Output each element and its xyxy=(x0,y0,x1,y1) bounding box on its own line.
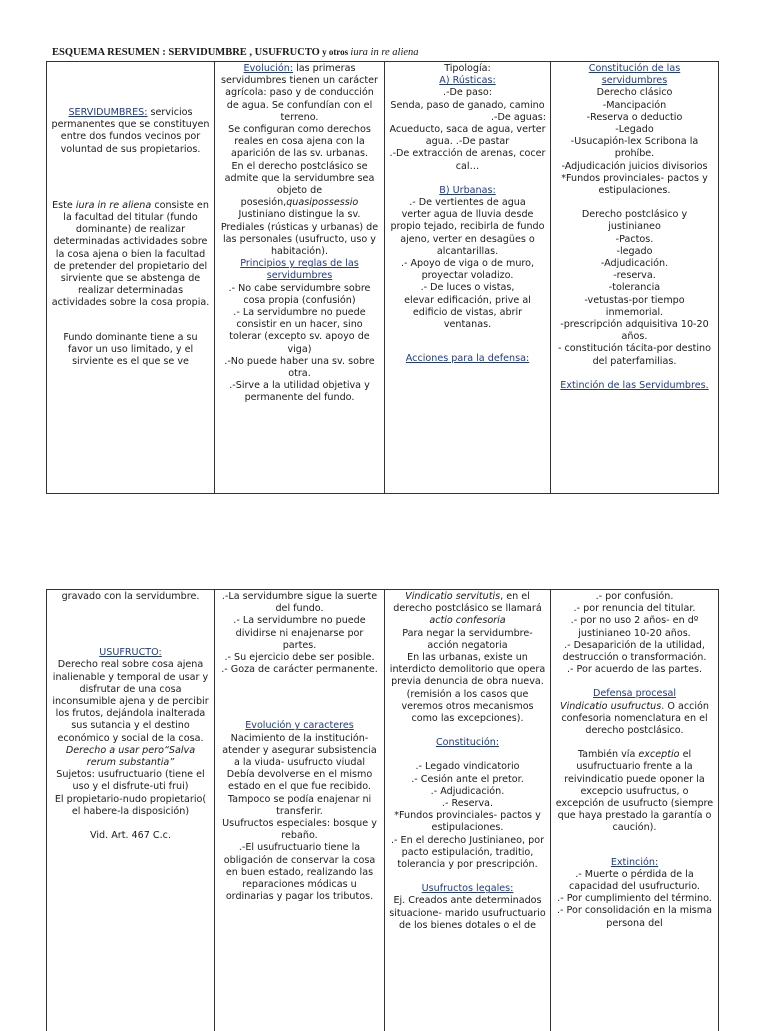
text-run: . O acción confesoria nomenclatura en el derecho postclásico. xyxy=(561,701,709,736)
text-block xyxy=(389,786,546,798)
text-run: .- Apoyo de viga o de muro, proyectar voladizo. xyxy=(401,258,534,281)
text-block xyxy=(51,830,210,842)
text-run: Derecho real sobre cosa ajena inalienable y temporal de usar y disfrutar de una cosa inconsumible ajena y de percibir los frutos, dejándola inalterada sus sutancia y el destino económico y social de la cosa. xyxy=(52,659,208,743)
spacer xyxy=(389,331,546,353)
spacer xyxy=(219,676,380,720)
text-run: .- Muerte o pérdida de la capacidad del usufructurio. xyxy=(569,869,700,892)
text-run: .-La servidumbre sigue la suerte del fundo. xyxy=(222,591,377,614)
text-run: El propietario-nudo propietario( el habere-la disposición) xyxy=(55,794,206,817)
text-run: .- por renuncia del titular. xyxy=(574,603,696,614)
text-run: Ej. Creados ante determinados situacione- marido usufructuario de los bienes dotales o el de xyxy=(389,895,546,930)
text-block xyxy=(555,258,714,270)
text-block xyxy=(389,737,546,749)
latin-term: iura in re aliena xyxy=(76,200,151,211)
text-run: -vetustas-por tiempo inmemorial. xyxy=(584,295,684,318)
text-block xyxy=(389,124,546,148)
text-block xyxy=(555,295,714,319)
text-block xyxy=(389,148,546,172)
section-heading: USUFRUCTO: xyxy=(99,647,162,658)
text-block xyxy=(389,798,546,810)
text-block xyxy=(219,283,380,307)
text-run: consiste en la facultad del titular (fundo dominante) de realizar determinadas actividades sobre la cosa ajena o bien la facultad de pretender del propietario del sirviente que se abstenga de realizar determinadas actividades sobre la cosa propia. xyxy=(52,200,210,309)
text-block xyxy=(555,161,714,173)
text-run: .- De luces o vistas, xyxy=(421,282,515,293)
spacer xyxy=(51,310,210,332)
section-heading: Evolución y caracteres xyxy=(245,720,354,731)
text-block xyxy=(389,353,546,365)
text-block xyxy=(219,733,380,770)
text-run: .- Por acuerdo de las partes. xyxy=(567,664,702,675)
text-block xyxy=(555,380,714,392)
text-block xyxy=(555,124,714,136)
text-run: .- Por cumplimiento del término. xyxy=(557,893,712,904)
text-block xyxy=(219,161,380,210)
text-run: .- Legado vindicatorio xyxy=(415,761,519,772)
text-run: Sujetos: usufructuario (tiene el uso y el disfrute-uti frui) xyxy=(56,769,204,792)
text-block xyxy=(219,720,380,732)
text-run: .- por no uso 2 años- en dº justinianeo 10-20 años. xyxy=(571,615,699,638)
text-block xyxy=(51,745,210,769)
spacer xyxy=(555,676,714,688)
latin-term: actio confesoria xyxy=(429,615,505,626)
cell-tipologia xyxy=(385,62,551,494)
text-run: las primeras servidumbres tienen un carácter agrícola: paso y de conducción de agua. Se confundían con el terreno. xyxy=(221,63,378,123)
text-block xyxy=(51,794,210,818)
text-run: -Usucapión-lex Scribona la prohíbe. xyxy=(571,136,699,159)
text-block xyxy=(51,332,210,369)
text-run: .- La servidumbre no puede dividirse ni enajenarse por partes. xyxy=(233,615,365,650)
title-main: ESQUEMA RESUMEN : SERVIDUMBRE , USUFRUCTO xyxy=(52,47,320,58)
text-run: Tipología: xyxy=(444,63,491,74)
text-run: -legado xyxy=(617,246,653,257)
text-run: .-Sirve a la utilidad objetiva y permanente del fundo. xyxy=(229,380,370,403)
text-run: .- por confusión. xyxy=(596,591,674,602)
text-block xyxy=(219,63,380,124)
title-italic: iura in re aliena xyxy=(350,47,418,58)
text-block xyxy=(389,835,546,872)
text-block xyxy=(555,100,714,112)
text-run: Acueducto, saca de agua, verter agua. .-De pastar xyxy=(389,124,545,147)
text-block xyxy=(555,905,714,929)
text-run: -Mancipación xyxy=(603,100,667,111)
text-block xyxy=(51,591,210,603)
text-run: .- Goza de carácter permanente. xyxy=(221,664,378,675)
section-heading: SERVIDUMBRES: xyxy=(68,107,147,118)
text-run: .- Su ejercicio debe ser posible. xyxy=(224,652,374,663)
text-run: -tolerancia xyxy=(609,282,660,293)
section-heading: Constitución: xyxy=(436,737,499,748)
text-block xyxy=(389,112,546,124)
text-block xyxy=(555,591,714,603)
text-run: .- En el derecho Justinianeo, por pacto estipulación, traditio, tolerancia y por prescripción. xyxy=(391,835,544,870)
text-run: -Adjudicación juicios divisorios xyxy=(561,161,707,172)
text-block xyxy=(51,769,210,793)
text-block xyxy=(555,857,714,869)
text-run: Derecho clásico xyxy=(597,87,673,98)
text-run: .-De paso: xyxy=(443,87,492,98)
latin-term: Vindicatio usufructus xyxy=(560,701,661,712)
document-title xyxy=(52,47,419,58)
text-block xyxy=(555,893,714,905)
text-run: .- Cesión ante el pretor. xyxy=(411,774,524,785)
text-block xyxy=(389,761,546,773)
section-heading: Extinción de las Servidumbres. xyxy=(560,380,708,391)
spacer xyxy=(389,749,546,761)
text-run: Este xyxy=(52,200,76,211)
text-run: Justiniano distingue la sv. Prediales (rústicas y urbanas) de las personales (usufructo, uso y habitación). xyxy=(221,209,378,257)
text-run: gravado con la servidumbre. xyxy=(62,591,200,602)
text-run: *Fundos provinciales- pactos y estipulaciones. xyxy=(394,810,541,833)
text-run: -Pactos. xyxy=(616,234,654,245)
text-block xyxy=(555,246,714,258)
text-block xyxy=(555,173,714,197)
section-heading: B) Urbanas: xyxy=(439,185,496,196)
latin-term: Vindicatio servitutis xyxy=(405,591,500,602)
text-run: Derecho postclásico y justinianeo xyxy=(582,209,687,232)
text-run: , en el derecho postclásico se llamará xyxy=(393,591,542,614)
text-run: .- Por consolidación en la misma persona del xyxy=(557,905,712,928)
section-heading: Principios y reglas de las servidumbres xyxy=(240,258,359,281)
latin-term: exceptio xyxy=(638,749,679,760)
text-run: -Legado xyxy=(615,124,653,135)
latin-term: Derecho a usar pero“Salva rerum substantia” xyxy=(66,745,195,768)
section-heading: Acciones para la defensa: xyxy=(406,353,529,364)
spacer xyxy=(51,63,210,107)
text-block xyxy=(389,652,546,725)
text-block xyxy=(389,282,546,294)
text-block xyxy=(555,749,714,834)
text-run: .- La servidumbre no puede consistir en un hacer, sino tolerar (excepto sv. apoyo de viga) xyxy=(229,307,369,355)
text-run: Para negar la servidumbre- acción negatoria xyxy=(402,628,533,651)
text-run: .-De extracción de arenas, cocer cal… xyxy=(390,148,546,171)
text-block xyxy=(555,319,714,343)
text-run: - constitución tácita-por destino del paterfamilias. xyxy=(558,343,711,366)
text-run: .- Reserva. xyxy=(442,798,493,809)
text-run: En el derecho postclásico se admite que la servidumbre sea objeto de posesión, xyxy=(225,161,375,209)
text-block xyxy=(555,112,714,124)
summary-table-page-1 xyxy=(46,61,719,494)
text-block xyxy=(389,295,546,332)
text-block xyxy=(555,603,714,615)
text-block xyxy=(51,659,210,744)
spacer xyxy=(51,818,210,830)
section-heading: Defensa procesal xyxy=(593,688,676,699)
text-run: -reserva. xyxy=(613,270,656,281)
section-heading: A) Rústicas: xyxy=(439,75,495,86)
section-heading: Constitución de las servidumbres xyxy=(589,63,680,86)
text-block xyxy=(555,640,714,664)
text-block xyxy=(555,63,714,87)
text-run: También vía xyxy=(578,749,639,760)
text-run: verter agua de lluvia desde propio tejado, recibirla de fundo ajeno, verter en desagües o alcantarillas. xyxy=(390,209,544,257)
text-block xyxy=(555,615,714,639)
text-run: Se configuran como derechos reales en cosa ajena con la aparición de las sv. urbanas. xyxy=(228,124,371,159)
cell-evolucion-principios xyxy=(215,62,385,494)
text-block xyxy=(51,200,210,310)
text-block xyxy=(219,591,380,615)
text-run: -Reserva o deductio xyxy=(587,112,683,123)
text-block xyxy=(555,209,714,233)
text-block xyxy=(219,615,380,652)
text-block xyxy=(555,664,714,676)
cell-evolucion-caracteres xyxy=(215,590,385,1031)
text-block xyxy=(219,794,380,818)
text-run: .- Adjudicación. xyxy=(431,786,505,797)
text-run: *Fundos provinciales- pactos y estipulaciones. xyxy=(561,173,708,196)
text-block xyxy=(555,270,714,282)
text-block xyxy=(219,307,380,356)
text-block xyxy=(555,701,714,738)
text-block xyxy=(389,895,546,932)
text-run: .- De vertientes de agua xyxy=(409,197,526,208)
text-block xyxy=(219,842,380,903)
text-block xyxy=(51,107,210,156)
summary-table-page-2 xyxy=(46,589,719,1031)
spacer xyxy=(389,173,546,185)
text-block xyxy=(219,356,380,380)
spacer xyxy=(51,156,210,200)
text-run: -prescripción adquisitiva 10-20 años. xyxy=(560,319,708,342)
text-run: el usufructuario frente a la reivindicatio puede oponer la excepcio usufructus, o excepción de usufructo (siempre que haya prestado la garantía o caución). xyxy=(556,749,713,833)
text-run: elevar edificación, prive al edificio de vistas, abrir ventanas. xyxy=(404,295,531,330)
spacer xyxy=(389,725,546,737)
text-block xyxy=(555,869,714,893)
text-block xyxy=(51,647,210,659)
text-block xyxy=(555,343,714,367)
text-block xyxy=(555,87,714,99)
text-run: .-El usufructuario tiene la obligación de conservar la cosa en buen estado, realizando las reparaciones módicas u ordinarias y pagar los tributos. xyxy=(224,842,375,902)
text-block xyxy=(389,628,546,652)
spacer xyxy=(389,871,546,883)
text-block xyxy=(389,100,546,112)
text-block xyxy=(219,769,380,793)
text-run: Vid. Art. 467 C.c. xyxy=(90,830,171,841)
text-block xyxy=(389,883,546,895)
text-run: .-De aguas: xyxy=(491,112,546,123)
section-heading: Extinción: xyxy=(611,857,658,868)
text-block xyxy=(389,185,546,197)
text-block xyxy=(389,75,546,87)
text-block xyxy=(219,209,380,258)
spacer xyxy=(51,603,210,647)
text-block xyxy=(219,258,380,282)
text-run: Nacimiento de la institución- atender y asegurar subsistencia a la viuda- usufructo viudal xyxy=(222,733,377,768)
text-block xyxy=(389,258,546,282)
spacer xyxy=(555,835,714,857)
text-run: Debía devolverse en el mismo estado en el que fue recibido. xyxy=(227,769,373,792)
text-block xyxy=(219,664,380,676)
text-block xyxy=(389,63,546,75)
text-run: Usufructos especiales: bosque y rebaño. xyxy=(222,818,377,841)
text-block xyxy=(389,591,546,628)
cell-servidumbres-definition xyxy=(47,62,215,494)
text-block xyxy=(389,87,546,99)
text-block xyxy=(389,810,546,834)
spacer xyxy=(555,737,714,749)
text-block xyxy=(389,197,546,209)
text-run: Fundo dominante tiene a su favor un uso limitado, y el sirviente es el que se ve xyxy=(63,332,197,367)
title-connector: y otros xyxy=(320,47,351,57)
latin-term: quasipossessio xyxy=(286,197,358,208)
spacer xyxy=(555,197,714,209)
text-run: servicios permanentes que se constituyen entre dos fundos vecinos por voluntad de sus propietarios. xyxy=(52,107,210,155)
cell-usufructo-definition xyxy=(47,590,215,1031)
text-run: Senda, paso de ganado, camino xyxy=(390,100,544,111)
text-block xyxy=(389,209,546,258)
text-block xyxy=(555,282,714,294)
text-run: Tampoco se podía enajenar ni transferir. xyxy=(228,794,371,817)
text-block xyxy=(219,380,380,404)
text-block xyxy=(555,136,714,160)
text-run: En las urbanas, existe un interdicto demolitorio que opera previa denuncia de obra nueva. (remisión a los casos que veremos otros mecanismos como las excepciones). xyxy=(390,652,545,724)
cell-extincion xyxy=(551,590,719,1031)
text-run: -Adjudicación. xyxy=(601,258,668,269)
section-heading: Usufructos legales: xyxy=(422,883,514,894)
text-block xyxy=(555,688,714,700)
text-block xyxy=(219,818,380,842)
text-block xyxy=(219,124,380,161)
text-run: .-No puede haber una sv. sobre otra. xyxy=(224,356,374,379)
cell-constitucion xyxy=(551,62,719,494)
text-run: .- Desaparición de la utilidad, destrucción o transformación. xyxy=(563,640,707,663)
text-block xyxy=(389,774,546,786)
section-heading: Evolución: xyxy=(244,63,293,74)
text-block xyxy=(219,652,380,664)
text-block xyxy=(555,234,714,246)
cell-defensa-constitucion xyxy=(385,590,551,1031)
spacer xyxy=(555,368,714,380)
text-run: .- No cabe servidumbre sobre cosa propia (confusión) xyxy=(229,283,371,306)
